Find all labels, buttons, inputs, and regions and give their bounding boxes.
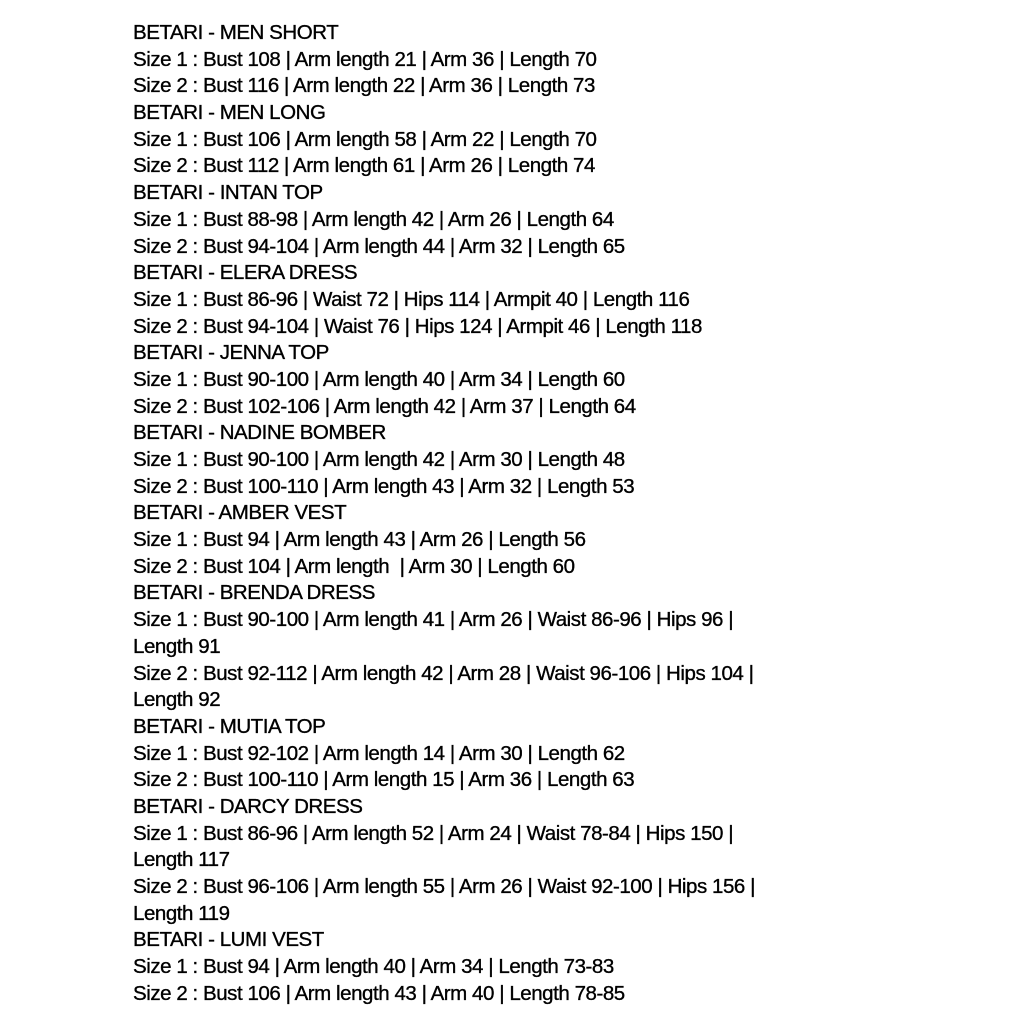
size-measurements: Size 2 : Bust 100-110 | Arm length 43 | Arm 32 | Length 53: [133, 474, 635, 498]
size-measurements: Size 1 : Bust 86-96 | Waist 72 | Hips 114 | Armpit 40 | Length 116: [133, 287, 690, 311]
size-measurements: Size 1 : Bust 90-100 | Arm length 41 | Arm 26 | Waist 86-96 | Hips 96 |: [133, 608, 734, 632]
size-measurements: Size 1 : Bust 86-96 | Arm length 52 | Arm 24 | Waist 78-84 | Hips 150 |: [133, 821, 734, 845]
product-section: [133, 927, 755, 1007]
product-section: [133, 20, 755, 100]
size-measurements: Size 2 : Bust 94-104 | Waist 76 | Hips 124 | Armpit 46 | Length 118: [133, 314, 702, 338]
product-title: BETARI - INTAN TOP: [133, 181, 323, 205]
size-measurements: Size 2 : Bust 116 | Arm length 22 | Arm 36 | Length 73: [133, 74, 595, 98]
size-chart-document: [133, 20, 755, 1007]
size-measurements: Size 2 : Bust 92-112 | Arm length 42 | Arm 28 | Waist 96-106 | Hips 104 |: [133, 661, 754, 685]
size-measurements: Size 1 : Bust 94 | Arm length 40 | Arm 34 | Length 73-83: [133, 955, 614, 979]
size-measurements: Size 2 : Bust 96-106 | Arm length 55 | Arm 26 | Waist 92-100 | Hips 156 |: [133, 875, 756, 898]
product-title: BETARI - LUMI VEST: [133, 928, 324, 952]
size-measurements: Size 1 : Bust 94 | Arm length 43 | Arm 26 | Length 56: [133, 528, 586, 552]
size-measurements: Size 1 : Bust 92-102 | Arm length 14 | Arm 30 | Length 62: [133, 741, 625, 765]
size-measurements: Size 2 : Bust 94-104 | Arm length 44 | Arm 32 | Length 65: [133, 234, 625, 258]
product-title: BETARI - MEN LONG: [133, 101, 326, 125]
product-section: [133, 714, 755, 794]
product-title: BETARI - MUTIA TOP: [133, 714, 326, 738]
size-measurements: Size 2 : Bust 100-110 | Arm length 15 | Arm 36 | Length 63: [133, 768, 635, 792]
size-measurements: Size 1 : Bust 90-100 | Arm length 42 | Arm 30 | Length 48: [133, 448, 625, 471]
product-section: [133, 260, 755, 340]
size-measurements-continued: Length 117: [133, 848, 230, 872]
product-title: BETARI - MEN SHORT: [133, 21, 339, 44]
size-measurements-continued: Length 119: [133, 901, 230, 925]
size-measurements: Size 2 : Bust 102-106 | Arm length 42 | Arm 37 | Length 64: [133, 394, 636, 418]
size-measurements: Size 2 : Bust 112 | Arm length 61 | Arm 26 | Length 74: [133, 154, 595, 178]
product-section: [133, 794, 755, 927]
size-measurements-continued: Length 92: [133, 688, 221, 712]
size-measurements: Size 1 : Bust 90-100 | Arm length 40 | Arm 34 | Length 60: [133, 367, 625, 391]
size-measurements-continued: Length 91: [133, 634, 221, 658]
size-measurements: Size 1 : Bust 88-98 | Arm length 42 | Arm 26 | Length 64: [133, 207, 614, 231]
product-title: BETARI - NADINE BOMBER: [133, 421, 386, 445]
product-title: BETARI - JENNA TOP: [133, 341, 329, 365]
product-title: BETARI - ELERA DRESS: [133, 261, 358, 285]
product-section: [133, 500, 755, 580]
size-measurements: Size 2 : Bust 104 | Arm length | Arm 30 | Length 60: [133, 554, 575, 578]
product-title: BETARI - DARCY DRESS: [133, 794, 363, 818]
product-section: [133, 580, 755, 713]
size-measurements: Size 2 : Bust 106 | Arm length 43 | Arm 40 | Length 78-85: [133, 981, 625, 1005]
product-section: [133, 340, 755, 420]
size-measurements: Size 1 : Bust 106 | Arm length 58 | Arm 22 | Length 70: [133, 127, 597, 151]
product-title: BETARI - BRENDA DRESS: [133, 581, 375, 605]
product-section: [133, 180, 755, 260]
product-section: [133, 100, 755, 180]
product-title: BETARI - AMBER VEST: [133, 501, 347, 525]
product-section: [133, 420, 755, 500]
size-measurements: Size 1 : Bust 108 | Arm length 21 | Arm 36 | Length 70: [133, 47, 597, 71]
